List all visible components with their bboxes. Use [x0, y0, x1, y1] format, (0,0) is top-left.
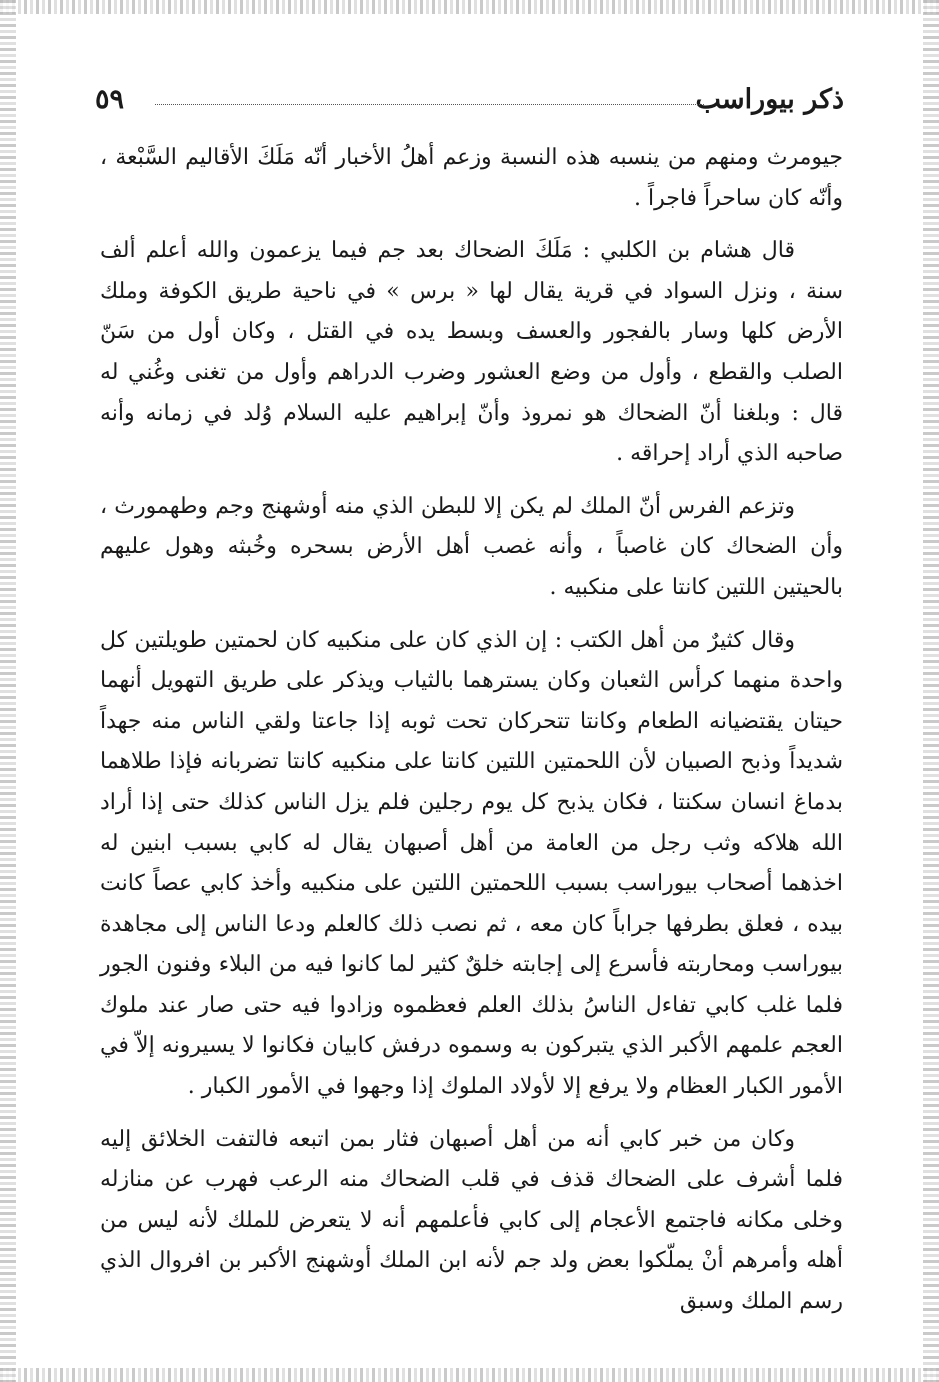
decorative-border-bottom: [0, 1368, 939, 1382]
page-header: [95, 80, 844, 120]
paragraph-1: جيومرث ومنهم من ينسبه هذه النسبة وزعم أهلُ الأخبار أنّه مَلَكَ الأقاليم السَّبْعة ، وأنّه كان ساحراً فاجراً .: [100, 145, 843, 211]
paragraph-3: وتزعم الفرس أنّ الملك لم يكن إلا للبطن الذي منه أوشهنج وجم وطهمورث ، وأن الضحاك كان غاصباً ، وأنه غصب أهل الأرض بسحره وخُبثه وهول عليهم بالحيتين اللتين كانتا على منكبيه .: [100, 493, 843, 600]
decorative-border-left: [0, 0, 16, 1382]
decorative-border-right: [923, 0, 939, 1382]
header-divider: [155, 104, 704, 105]
paragraph-5: وكان من خبر كابي أنه من أهل أصبهان فثار بمن اتبعه فالتفت الخلائق إليه فلما أشرف على الضحاك قذف في قلب الضحاك منه الرعب فهرب عن منازله وخلى مكانه فاجتمع الأعجام إلى كابي فأعلمهم أنه لا يتعرض للملك لأنه ليس من أهله وأمرهم أنْ يملّكوا بعض ولد جم لأنه ابن الملك أوشهنج الأكبر بن افروال الذي رسم الملك وسبق: [100, 1126, 843, 1315]
page-number: ٥٩: [95, 84, 125, 115]
paragraph-2: قال هشام بن الكلبي : مَلَكَ الضحاك بعد جم فيما يزعمون والله أعلم ألف سنة ، ونزل السواد في قرية يقال لها « برس » في ناحية طريق الكوفة وملك الأرض كلها وسار بالفجور والعسف وبسط يده في القتل ، وكان أول من سَنّ الصلب والقطع ، وأول من وضع العشور وضرب الدراهم وأول من تغنى وغُني له قال : وبلغنا أنّ الضحاك هو نمروذ وأنّ إبراهيم عليه السلام وُلد في زمانه وأنه صاحبه الذي أراد إحراقه .: [100, 238, 843, 467]
page-body: [100, 138, 843, 1323]
running-title: ذكر بيوراسب: [695, 84, 844, 115]
decorative-border-top: [0, 0, 939, 14]
paragraph-4: وقال كثيرٌ من أهل الكتب : إن الذي كان على منكبيه كان لحمتين طويلتين كل واحدة منهما كرأس الثعبان وكان يسترهما بالثياب ويذكر على طريق التهويل أنهما حيتان يقتضيانه الطعام وكانتا تتحركان تحت ثوبه إذا جاعتا ولقي الناس منه جهداً شديداً وذبح الصبيان لأن اللحمتين اللتين كانتا على منكبيه كانتا تضربانه فإذا طلاهما بدماغ انسان سكنتا ، فكان يذبح كل يوم رجلين فلم يزل الناس كذلك حتى إذا أراد الله هلاكه وثب رجل من العامة من أهل أصبهان يقال له كابي بسبب ابنين له اخذهما أصحاب بيوراسب بسبب اللحمتين اللتين على منكبيه وأخذ كابي عصاً كانت بيده ، فعلق بطرفها جراباً كان معه ، ثم نصب ذلك كالعلم ودعا الناس إلى مجاهدة بيوراسب ومحاربته فأسرع إلى إجابته خلقٌ كثير لما كانوا فيه من البلاء وفنون الجور فلما غلب كابي تفاءل الناسُ بذلك العلم فعظموه وزادوا فيه حتى صار عند ملوك العجم علمهم الأكبر الذي يتبركون به وسموه درفش كابيان فكانوا لا يسيرونه إلاّ في الأمور الكبار العظام ولا يرفع إلا لأولاد الملوك إذا وجهوا في الأمور الكبار .: [100, 627, 843, 1100]
